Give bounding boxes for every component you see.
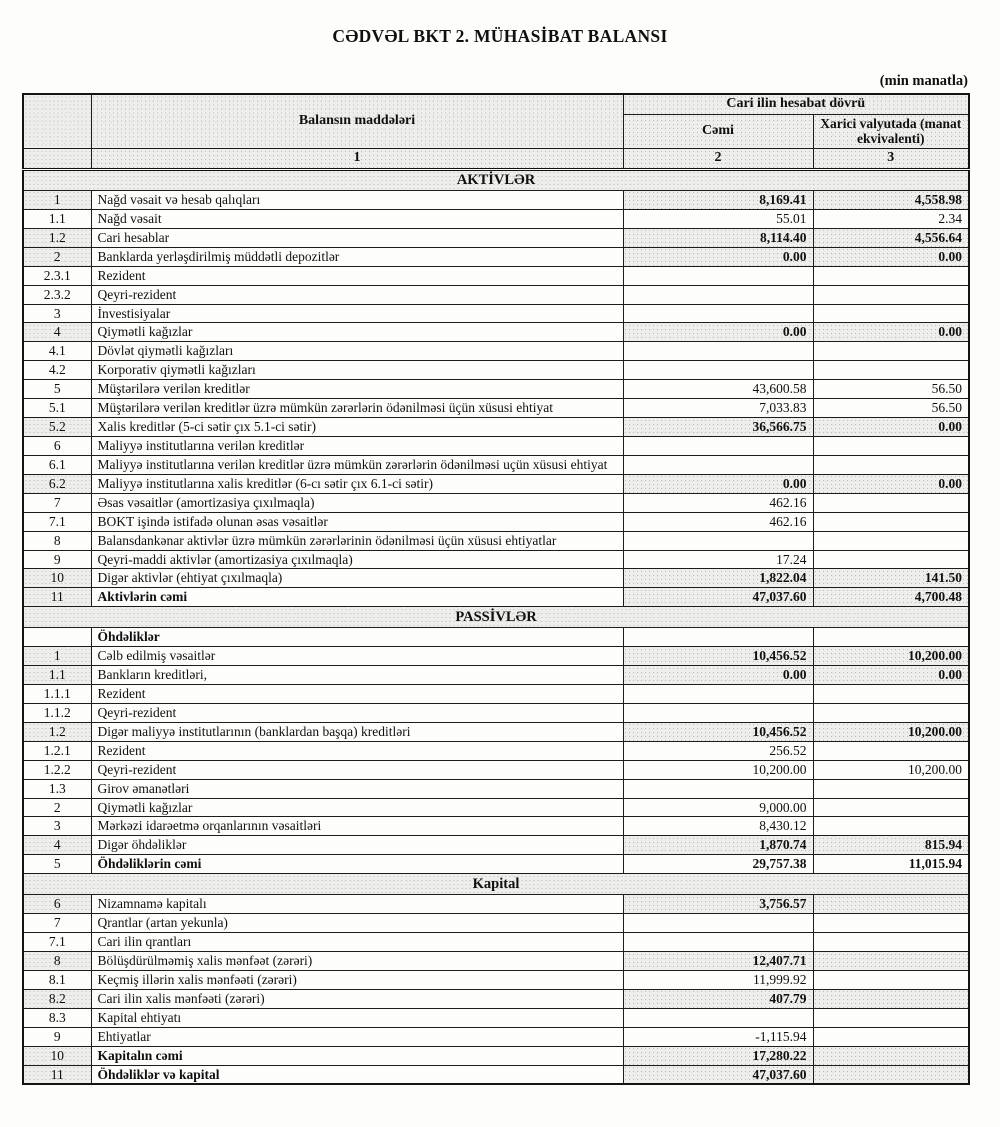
row-number-cell: 10 <box>23 569 91 588</box>
row-label-cell: Qrantlar (artan yekunla) <box>91 914 623 933</box>
value-total-cell: 8,430.12 <box>623 817 813 836</box>
row-label-cell: Keçmiş illərin xalis mənfəəti (zərəri) <box>91 970 623 989</box>
row-label-cell: Nağd vəsait və hesab qalıqları <box>91 190 623 209</box>
row-label-cell: Müştərilərə verilən kreditlər üzrə mümkün zərərlərin ödənilməsi üçün xüsusi ehtiyat <box>91 399 623 418</box>
value-total-cell: 3,756.57 <box>623 895 813 914</box>
table-row <box>23 399 969 418</box>
value-total-cell: 1,870.74 <box>623 836 813 855</box>
row-label-cell: Maliyyə institutlarına verilən kreditlər üzrə mümkün zərərlərin ödənilməsi uçün xüsusi ehtiyat <box>91 455 623 474</box>
row-number-cell: 10 <box>23 1046 91 1065</box>
value-total-cell: 55.01 <box>623 209 813 228</box>
header-foreign-column: Xarici valyutada (manat ekvivalenti) <box>813 114 969 149</box>
value-foreign-cell: 0.00 <box>813 323 969 342</box>
value-total-cell: 17.24 <box>623 550 813 569</box>
value-foreign-cell: 0.00 <box>813 247 969 266</box>
table-row <box>23 970 969 989</box>
row-number-cell: 1.2 <box>23 228 91 247</box>
value-total-cell: 43,600.58 <box>623 380 813 399</box>
row-number-cell: 2 <box>23 247 91 266</box>
row-label-cell: Aktivlərin cəmi <box>91 588 623 607</box>
value-foreign-cell <box>813 741 969 760</box>
row-label-cell: Maliyyə institutlarına xalis kreditlər (6-cı sətir çıx 6.1-ci sətir) <box>91 474 623 493</box>
row-number-cell: 7.1 <box>23 933 91 952</box>
row-number-cell: 11 <box>23 1065 91 1084</box>
header-empty-cell <box>23 94 91 149</box>
value-total-cell <box>623 531 813 550</box>
value-foreign-cell <box>813 512 969 531</box>
table-row <box>23 474 969 493</box>
row-number-cell <box>23 628 91 647</box>
value-total-cell <box>623 1008 813 1027</box>
row-number-cell: 4 <box>23 836 91 855</box>
table-row <box>23 361 969 380</box>
row-number-cell: 2 <box>23 798 91 817</box>
value-total-cell: 9,000.00 <box>623 798 813 817</box>
row-label-cell: Qeyri-rezident <box>91 760 623 779</box>
value-foreign-cell <box>813 285 969 304</box>
row-number-cell: 4.2 <box>23 361 91 380</box>
row-label-cell: Öhdəliklər <box>91 628 623 647</box>
row-label-cell: Öhdəliklərin cəmi <box>91 855 623 874</box>
row-number-cell: 8 <box>23 952 91 971</box>
table-row <box>23 989 969 1008</box>
table-row <box>23 531 969 550</box>
row-number-cell: 4.1 <box>23 342 91 361</box>
table-row <box>23 569 969 588</box>
row-label-cell: Qiymətli kağızlar <box>91 323 623 342</box>
table-row <box>23 304 969 323</box>
value-total-cell <box>623 436 813 455</box>
table-header <box>23 94 969 169</box>
row-label-cell: Öhdəliklər və kapital <box>91 1065 623 1084</box>
row-number-cell: 3 <box>23 304 91 323</box>
row-number-cell: 11 <box>23 588 91 607</box>
value-total-cell <box>623 779 813 798</box>
row-number-cell: 7.1 <box>23 512 91 531</box>
row-number-cell: 1.3 <box>23 779 91 798</box>
value-foreign-cell: 815.94 <box>813 836 969 855</box>
value-total-cell <box>623 285 813 304</box>
section-label: AKTİVLƏR <box>23 169 969 190</box>
row-number-cell: 5 <box>23 380 91 399</box>
value-total-cell: 47,037.60 <box>623 588 813 607</box>
row-number-cell: 9 <box>23 550 91 569</box>
row-label-cell: Müştərilərə verilən kreditlər <box>91 380 623 399</box>
table-row <box>23 685 969 704</box>
value-total-cell: 0.00 <box>623 323 813 342</box>
row-number-cell: 8.1 <box>23 970 91 989</box>
row-number-cell: 1.1.1 <box>23 685 91 704</box>
value-total-cell <box>623 703 813 722</box>
table-row <box>23 1046 969 1065</box>
row-label-cell: Cari ilin qrantları <box>91 933 623 952</box>
row-number-cell: 1 <box>23 647 91 666</box>
row-number-cell: 1.2.2 <box>23 760 91 779</box>
table-row <box>23 550 969 569</box>
row-number-cell: 1.1 <box>23 666 91 685</box>
row-number-cell: 8 <box>23 531 91 550</box>
table-row <box>23 247 969 266</box>
value-foreign-cell <box>813 361 969 380</box>
table-row <box>23 855 969 874</box>
value-total-cell: 407.79 <box>623 989 813 1008</box>
row-label-cell: Nağd vəsait <box>91 209 623 228</box>
section-row <box>23 874 969 895</box>
row-label-cell: Ehtiyatlar <box>91 1027 623 1046</box>
table-row <box>23 512 969 531</box>
table-row <box>23 1065 969 1084</box>
row-label-cell: Bölüşdürülməmiş xalis mənfəət (zərəri) <box>91 952 623 971</box>
row-label-cell: Kapitalın cəmi <box>91 1046 623 1065</box>
value-foreign-cell: 0.00 <box>813 474 969 493</box>
row-label-cell: Rezident <box>91 266 623 285</box>
row-number-cell: 6.2 <box>23 474 91 493</box>
row-label-cell: Nizamnamə kapitalı <box>91 895 623 914</box>
row-number-cell: 7 <box>23 914 91 933</box>
value-foreign-cell <box>813 342 969 361</box>
row-number-cell: 7 <box>23 493 91 512</box>
row-label-cell: Digər aktivlər (ehtiyat çıxılmaqla) <box>91 569 623 588</box>
table-row <box>23 323 969 342</box>
header-items-column: Balansın maddələri <box>91 94 623 149</box>
value-foreign-cell <box>813 952 969 971</box>
table-row <box>23 228 969 247</box>
row-number-cell: 5.2 <box>23 418 91 437</box>
table-body <box>23 169 969 1084</box>
row-label-cell: Qiymətli kağızlar <box>91 798 623 817</box>
value-foreign-cell <box>813 628 969 647</box>
row-label-cell: Girov əmanətləri <box>91 779 623 798</box>
value-total-cell: -1,115.94 <box>623 1027 813 1046</box>
value-foreign-cell <box>813 970 969 989</box>
value-foreign-cell <box>813 266 969 285</box>
table-row <box>23 1027 969 1046</box>
table-row <box>23 1008 969 1027</box>
row-label-cell: Qeyri-rezident <box>91 285 623 304</box>
value-total-cell <box>623 361 813 380</box>
value-total-cell: 10,456.52 <box>623 722 813 741</box>
table-row <box>23 703 969 722</box>
row-label-cell: BOKT işində istifadə olunan əsas vəsaitlər <box>91 512 623 531</box>
table-row <box>23 914 969 933</box>
value-foreign-cell <box>813 1046 969 1065</box>
value-total-cell: 7,033.83 <box>623 399 813 418</box>
row-label-cell: Cəlb edilmiş vəsaitlər <box>91 647 623 666</box>
value-foreign-cell <box>813 798 969 817</box>
table-row <box>23 190 969 209</box>
value-total-cell: 12,407.71 <box>623 952 813 971</box>
row-label-cell: Dövlət qiymətli kağızları <box>91 342 623 361</box>
row-label-cell: Bankların kreditləri, <box>91 666 623 685</box>
value-total-cell: 256.52 <box>623 741 813 760</box>
section-label: Kapital <box>23 874 969 895</box>
value-foreign-cell <box>813 933 969 952</box>
table-row <box>23 209 969 228</box>
table-row <box>23 418 969 437</box>
value-foreign-cell <box>813 436 969 455</box>
row-label-cell: Xalis kreditlər (5-ci sətir çıx 5.1-ci sətir) <box>91 418 623 437</box>
value-foreign-cell: 4,558.98 <box>813 190 969 209</box>
value-total-cell <box>623 685 813 704</box>
table-row <box>23 933 969 952</box>
row-label-cell: Rezident <box>91 741 623 760</box>
row-number-cell: 1.1.2 <box>23 703 91 722</box>
value-foreign-cell: 2.34 <box>813 209 969 228</box>
value-foreign-cell <box>813 914 969 933</box>
row-number-cell: 5 <box>23 855 91 874</box>
balance-table <box>22 93 970 1085</box>
value-total-cell: 17,280.22 <box>623 1046 813 1065</box>
value-foreign-cell <box>813 304 969 323</box>
value-total-cell: 1,822.04 <box>623 569 813 588</box>
value-total-cell <box>623 455 813 474</box>
value-total-cell: 462.16 <box>623 493 813 512</box>
value-total-cell: 8,114.40 <box>623 228 813 247</box>
row-number-cell: 6 <box>23 895 91 914</box>
value-foreign-cell: 56.50 <box>813 380 969 399</box>
table-row <box>23 436 969 455</box>
table-row <box>23 666 969 685</box>
row-number-cell: 9 <box>23 1027 91 1046</box>
value-total-cell: 47,037.60 <box>623 1065 813 1084</box>
section-row <box>23 607 969 628</box>
value-total-cell <box>623 914 813 933</box>
document-title: CƏDVƏL BKT 2. MÜHASİBAT BALANSI <box>332 26 668 46</box>
value-total-cell: 0.00 <box>623 247 813 266</box>
table-row <box>23 628 969 647</box>
value-foreign-cell <box>813 817 969 836</box>
value-foreign-cell <box>813 1008 969 1027</box>
row-label-cell: Rezident <box>91 685 623 704</box>
row-number-cell: 1.2 <box>23 722 91 741</box>
table-row <box>23 588 969 607</box>
value-total-cell: 10,200.00 <box>623 760 813 779</box>
row-number-cell: 8.2 <box>23 989 91 1008</box>
table-row <box>23 741 969 760</box>
value-foreign-cell <box>813 989 969 1008</box>
table-row <box>23 380 969 399</box>
numbering-foreign: 3 <box>813 149 969 170</box>
header-total-column: Cəmi <box>623 114 813 149</box>
row-number-cell: 1.2.1 <box>23 741 91 760</box>
row-number-cell: 1 <box>23 190 91 209</box>
row-number-cell: 2.3.2 <box>23 285 91 304</box>
row-label-cell: Digər maliyyə institutlarının (banklardan başqa) kreditləri <box>91 722 623 741</box>
row-label-cell: Kapital ehtiyatı <box>91 1008 623 1027</box>
table-row <box>23 817 969 836</box>
row-label-cell: Əsas vəsaitlər (amortizasiya çıxılmaqla) <box>91 493 623 512</box>
unit-note: (min manatla) <box>879 73 968 89</box>
value-total-cell <box>623 266 813 285</box>
row-label-cell: Banklarda yerləşdirilmiş müddətli depozitlər <box>91 247 623 266</box>
row-label-cell: Cari ilin xalis mənfəəti (zərəri) <box>91 989 623 1008</box>
value-foreign-cell <box>813 1027 969 1046</box>
value-total-cell: 11,999.92 <box>623 970 813 989</box>
value-total-cell: 29,757.38 <box>623 855 813 874</box>
row-number-cell: 2.3.1 <box>23 266 91 285</box>
row-number-cell: 4 <box>23 323 91 342</box>
row-number-cell: 8.3 <box>23 1008 91 1027</box>
value-total-cell: 36,566.75 <box>623 418 813 437</box>
table-row <box>23 285 969 304</box>
value-foreign-cell <box>813 703 969 722</box>
row-number-cell: 1.1 <box>23 209 91 228</box>
table-row <box>23 722 969 741</box>
value-foreign-cell: 0.00 <box>813 418 969 437</box>
section-label: PASSİVLƏR <box>23 607 969 628</box>
value-total-cell <box>623 342 813 361</box>
value-foreign-cell <box>813 1065 969 1084</box>
section-row <box>23 169 969 190</box>
header-numbering-row <box>23 149 969 170</box>
table-row <box>23 952 969 971</box>
value-foreign-cell <box>813 455 969 474</box>
header-period: Cari ilin hesabat dövrü <box>623 94 969 114</box>
value-total-cell: 10,456.52 <box>623 647 813 666</box>
value-foreign-cell <box>813 685 969 704</box>
row-label-cell: Korporativ qiymətli kağızları <box>91 361 623 380</box>
value-foreign-cell <box>813 779 969 798</box>
row-number-cell: 5.1 <box>23 399 91 418</box>
row-label-cell: Qeyri-rezident <box>91 703 623 722</box>
value-foreign-cell <box>813 550 969 569</box>
header-row-1 <box>23 94 969 114</box>
value-total-cell: 8,169.41 <box>623 190 813 209</box>
table-row <box>23 895 969 914</box>
value-foreign-cell: 10,200.00 <box>813 760 969 779</box>
value-foreign-cell: 10,200.00 <box>813 722 969 741</box>
table-row <box>23 836 969 855</box>
numbering-total: 2 <box>623 149 813 170</box>
row-number-cell: 3 <box>23 817 91 836</box>
value-foreign-cell: 56.50 <box>813 399 969 418</box>
numbering-empty-cell <box>23 149 91 170</box>
row-number-cell: 6.1 <box>23 455 91 474</box>
table-row <box>23 760 969 779</box>
row-label-cell: Mərkəzi idarəetmə orqanlarının vəsaitləri <box>91 817 623 836</box>
row-label-cell: İnvestisiyalar <box>91 304 623 323</box>
value-foreign-cell: 11,015.94 <box>813 855 969 874</box>
value-foreign-cell: 0.00 <box>813 666 969 685</box>
table-row <box>23 266 969 285</box>
table-row <box>23 493 969 512</box>
value-foreign-cell: 4,556.64 <box>813 228 969 247</box>
row-label-cell: Digər öhdəliklər <box>91 836 623 855</box>
table-row <box>23 342 969 361</box>
numbering-items: 1 <box>91 149 623 170</box>
value-foreign-cell: 141.50 <box>813 569 969 588</box>
table-row <box>23 647 969 666</box>
value-total-cell: 0.00 <box>623 474 813 493</box>
row-label-cell: Balansdankənar aktivlər üzrə mümkün zərərlərinin ödənilməsi üçün xüsusi ehtiyatlar <box>91 531 623 550</box>
value-foreign-cell <box>813 895 969 914</box>
value-total-cell <box>623 304 813 323</box>
value-foreign-cell: 10,200.00 <box>813 647 969 666</box>
table-row <box>23 779 969 798</box>
row-label-cell: Maliyyə institutlarına verilən kreditlər <box>91 436 623 455</box>
value-total-cell <box>623 628 813 647</box>
value-foreign-cell: 4,700.48 <box>813 588 969 607</box>
table-row <box>23 798 969 817</box>
value-foreign-cell <box>813 531 969 550</box>
row-label-cell: Cari hesablar <box>91 228 623 247</box>
value-total-cell: 0.00 <box>623 666 813 685</box>
row-number-cell: 6 <box>23 436 91 455</box>
row-label-cell: Qeyri-maddi aktivlər (amortizasiya çıxılmaqla) <box>91 550 623 569</box>
value-total-cell: 462.16 <box>623 512 813 531</box>
table-row <box>23 455 969 474</box>
value-foreign-cell <box>813 493 969 512</box>
value-total-cell <box>623 933 813 952</box>
